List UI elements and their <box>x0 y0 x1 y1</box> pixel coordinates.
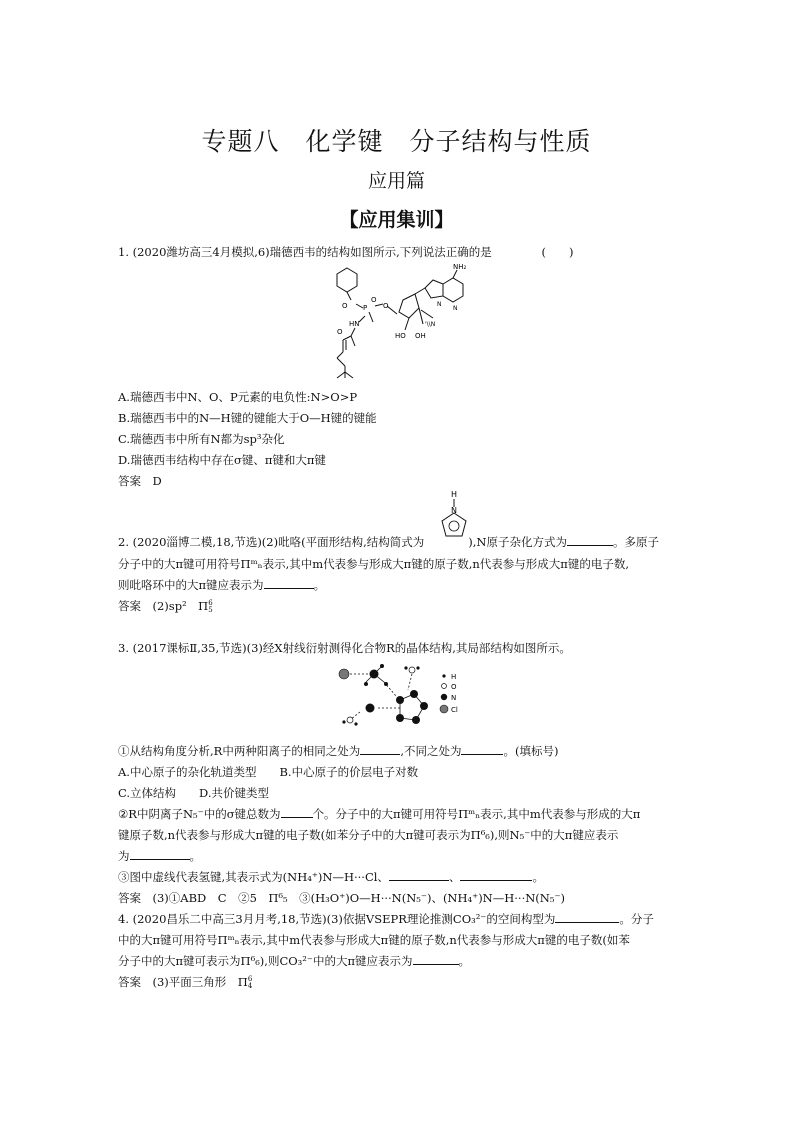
q2-line1 <box>118 534 659 550</box>
label-n-ring2: N <box>453 305 458 312</box>
label-cn: '\\N <box>425 321 436 328</box>
label-o-phenoxy: O <box>342 302 348 310</box>
q4-line1-text: 4. (2020昌乐二中高三3月月考,18,节选)(3)依据VSEPR理论推测CO₃²⁻的空间构型为 <box>118 912 556 926</box>
label-o-double: O <box>371 296 377 304</box>
q4-line3-end: 。 <box>458 954 471 968</box>
q3-sub1 <box>118 743 558 759</box>
q3-options-cd: C.立体结构 D.共价键类型 <box>118 786 270 800</box>
q3-sub3-sep: 、 <box>448 870 461 884</box>
q1-option-d: D.瑞德西韦结构中存在σ键、π键和大π键 <box>118 453 326 467</box>
q3-sub1-text-a: ①从结构角度分析,R中两种阳离子的相同之处为 <box>118 744 361 758</box>
q3-options-ab: A.中心原子的杂化轨道类型 B.中心原子的价层电子对数 <box>118 765 419 779</box>
pyrrole-label-h: H <box>451 490 458 499</box>
label-ho: HO <box>395 332 406 340</box>
q3-blank-difference[interactable] <box>461 743 503 755</box>
q3-sub1-text-c: 。(填标号) <box>503 744 559 758</box>
q3-sub2-line3-end: 。 <box>189 849 201 863</box>
q3-sub1-text-b: ,不同之处为 <box>400 744 462 758</box>
legend-o-marker <box>442 684 447 689</box>
q3-answer: 答案 (3)①ABD C ②5 Π⁶₅ ③(H₃O⁺)O—H···N(N₅⁻)、(NH₄⁺)N—H···N(N₅⁻) <box>118 891 566 905</box>
compound-r-structure-figure <box>330 660 470 732</box>
q3-sub2-line1 <box>118 806 640 822</box>
q3-sub2-line2: 键原子数,n代表参与形成大π键的电子数(如苯分子中的大π键可表示为Π⁶₆),则N₅⁻中的大π键应表示 <box>118 828 619 842</box>
q3-sub2-text-a: ②R中阴离子N₅⁻中的σ键总数为 <box>118 807 281 821</box>
q2-blank-hybridization[interactable] <box>567 534 613 546</box>
q4-line2: 中的大π键可用符号Πᵐₙ表示,其中m代表参与形成大π键的原子数,n代表参与形成大π键的电子数(如苯 <box>118 933 630 947</box>
q3-stem: 3. (2017课标Ⅱ,35,节选)(3)经X射线衍射测得化合物R的晶体结构,其局部结构如图所示。 <box>118 641 571 655</box>
label-n-ring1: N <box>437 301 442 308</box>
remdesivir-structure-figure <box>325 262 485 384</box>
q3-blank-hbond-1[interactable] <box>389 869 449 881</box>
q2-text-c: 。多原子 <box>612 535 659 549</box>
q4-line3 <box>118 953 470 969</box>
legend-n-label: N <box>451 694 457 702</box>
q1-stem-text: 1. (2020潍坊高三4月模拟,6)瑞德西韦的结构如图所示,下列说法正确的是 <box>118 245 492 259</box>
legend-cl-label: Cl <box>451 706 458 714</box>
q2-line3-end: 。 <box>313 578 326 592</box>
q2-pi-sub: 5 <box>208 606 213 614</box>
q4-blank-geometry[interactable] <box>555 911 619 923</box>
q4-answer <box>118 974 252 990</box>
phenyl-ring <box>337 268 357 292</box>
q2-line3-text: 则吡咯环中的大π键应表示为 <box>118 578 264 592</box>
q3-sub3 <box>118 869 544 885</box>
page-title: 专题八 化学键 分子结构与性质 <box>201 127 592 156</box>
legend-o-label: O <box>451 683 457 691</box>
q3-sub3-end: 。 <box>532 870 544 884</box>
q2-blank-pi-bond[interactable] <box>264 577 314 589</box>
label-hn: HN <box>349 320 360 328</box>
q3-blank-hbond-2[interactable] <box>460 869 532 881</box>
q3-sub2-line3 <box>118 848 201 864</box>
label-o-ester: O <box>383 302 389 310</box>
q3-sub3-text: ③图中虚线代表氢键,其表示式为(NH₄⁺)N—H···Cl、 <box>118 870 389 884</box>
q4-answer-text: 答案 (3)平面三角形 Π <box>118 975 248 989</box>
q4-blank-pi-bond[interactable] <box>413 953 459 965</box>
q2-answer-text: 答案 (2)sp² Π <box>118 599 209 613</box>
q3-sub2-line3-text: 为 <box>118 849 130 863</box>
q2-text-a: 2. (2020淄博二模,18,节选)(2)吡咯(平面形结构,结构简式为 <box>118 535 425 549</box>
page-subtitle: 应用篇 <box>367 170 425 192</box>
q2-text-b: ),N原子杂化方式为 <box>468 535 567 549</box>
label-o-carbonyl: O <box>337 328 343 336</box>
q2-line2: 分子中的大π键可用符号Πᵐₙ表示,其中m代表参与形成大π键的原子数,n代表参与形成大π键的电子数, <box>118 557 630 571</box>
q1-option-c: C.瑞德西韦中所有N都为sp³杂化 <box>118 432 285 446</box>
q1-option-a: A.瑞德西韦中N、O、P元素的电负性:N>O>P <box>118 390 358 404</box>
q3-blank-sigma-count[interactable] <box>281 806 313 818</box>
q2-line3 <box>118 577 325 593</box>
q3-blank-pi-bond[interactable] <box>130 848 190 860</box>
q1-option-b: B.瑞德西韦中的N—H键的键能大于O—H键的键能 <box>118 411 377 425</box>
legend-h-marker <box>442 674 445 677</box>
label-oh: OH <box>415 332 426 340</box>
q1-answer-bracket: ( ) <box>541 245 574 259</box>
q1-answer: 答案 D <box>118 474 162 488</box>
label-p: P <box>363 304 368 312</box>
pyrrole-label-n: N <box>451 506 457 515</box>
legend-n-marker <box>441 694 447 700</box>
q4-line1 <box>118 911 654 927</box>
q4-line3-text: 分子中的大π键可表示为Π⁶₆),则CO₃²⁻中的大π键应表示为 <box>118 954 413 968</box>
section-heading: 【应用集训】 <box>339 209 454 231</box>
q4-answer-pi-indices <box>248 976 252 990</box>
legend-h-label: H <box>451 673 457 681</box>
q4-pi-sup: 6 <box>247 975 253 983</box>
q2-answer <box>118 598 213 614</box>
legend-cl-marker <box>440 705 448 713</box>
q2-answer-pi-indices <box>208 600 212 614</box>
q2-pi-sup: 6 <box>208 599 213 607</box>
q1-stem <box>118 244 573 260</box>
q4-line1-end: 。分子 <box>619 912 654 926</box>
q3-blank-similarity[interactable] <box>360 743 400 755</box>
q3-sub2-text-b: 个。分子中的大π键可用符号Πᵐₙ表示,其中m代表参与形成的大π <box>312 807 641 821</box>
q4-pi-sub: 4 <box>247 982 253 990</box>
label-nh2: NH₂ <box>453 263 467 271</box>
